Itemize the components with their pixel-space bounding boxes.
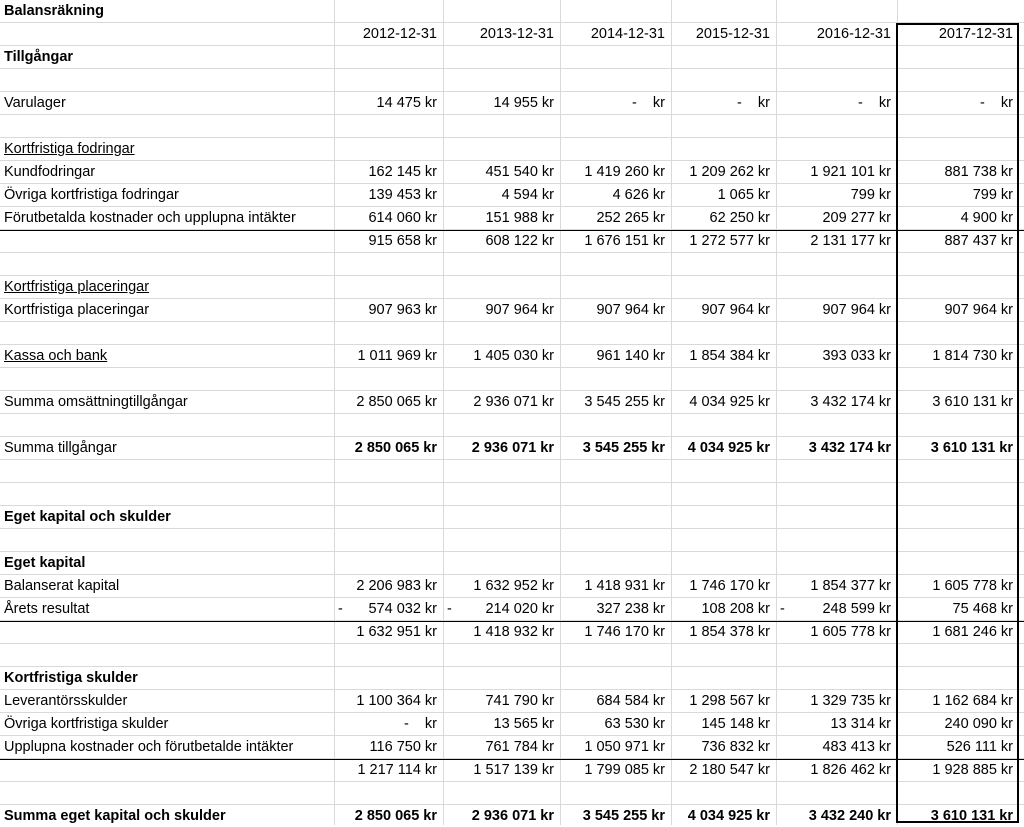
value-cell (443, 575, 560, 597)
value-text: 151 988 kr (485, 210, 554, 226)
value-text: 3 432 174 kr (810, 394, 891, 410)
table-row (0, 368, 1024, 391)
value-cell (334, 299, 443, 321)
table-row (0, 598, 1024, 621)
row-label: Balanserat kapital (4, 578, 120, 594)
row-label: Balansräkning (4, 3, 104, 19)
year-header (443, 23, 560, 45)
table-row (0, 69, 1024, 92)
row-label (4, 253, 330, 275)
row-label: Kassa och bank (4, 348, 108, 364)
table-row (0, 138, 1024, 161)
value-cell (671, 345, 776, 367)
table-row (0, 23, 1024, 46)
value-cell (334, 391, 443, 413)
value-text: 4 626 kr (612, 187, 665, 203)
value-text: 1 405 030 kr (473, 348, 554, 364)
value-cell (334, 736, 443, 758)
sum-line (0, 230, 1024, 231)
value-cell (334, 575, 443, 597)
value-cell (897, 437, 1019, 459)
table-row (0, 276, 1024, 299)
value-text: 2 850 065 kr (354, 440, 437, 456)
value-text: 2014-12-31 (590, 26, 665, 42)
value-text: 1 050 971 kr (584, 739, 665, 755)
value-cell (776, 575, 897, 597)
value-text: 1 329 735 kr (810, 693, 891, 709)
value-text: 907 964 kr (701, 302, 770, 318)
value-text: 3 432 240 kr (808, 808, 891, 824)
value-text: 1 272 577 kr (689, 233, 770, 249)
row-label: Förutbetalda kostnader och upplupna intäkter (4, 210, 296, 226)
value-text: 116 750 kr (369, 739, 437, 755)
row-label (4, 782, 330, 804)
value-text: 574 032 kr (368, 601, 437, 617)
value-cell (897, 345, 1019, 367)
table-row (0, 759, 1024, 782)
value-cell (671, 621, 776, 643)
value-text: 3 545 255 kr (584, 394, 665, 410)
row-label: Summa omsättningtillgångar (4, 394, 188, 410)
value-text: 108 208 kr (701, 601, 770, 617)
row-label (4, 69, 330, 91)
value-text: 62 250 kr (709, 210, 770, 226)
value-cell (776, 598, 897, 620)
value-text: 1 418 931 kr (584, 578, 665, 594)
value-cell (334, 437, 443, 459)
value-text: 3 545 255 kr (582, 808, 665, 824)
value-cell (897, 391, 1019, 413)
table-row (0, 207, 1024, 230)
value-cell (897, 207, 1019, 229)
value-text: 248 599 kr (822, 601, 891, 617)
value-cell (671, 391, 776, 413)
value-cell (560, 575, 671, 597)
table-row (0, 483, 1024, 506)
value-cell (776, 621, 897, 643)
value-cell (560, 92, 671, 114)
table-row (0, 690, 1024, 713)
row-label: Summa eget kapital och skulder (4, 808, 226, 824)
value-cell (334, 161, 443, 183)
value-cell (776, 690, 897, 712)
row-label (4, 759, 330, 781)
value-cell (560, 184, 671, 206)
row-label: Övriga kortfristiga skulder (4, 716, 169, 732)
value-text: 2 936 071 kr (473, 394, 554, 410)
value-cell (334, 690, 443, 712)
value-text: 14 955 kr (493, 95, 554, 111)
value-text: 13 565 kr (493, 716, 554, 732)
value-cell (560, 805, 671, 827)
row-label (4, 460, 330, 482)
row-label: Kortfristiga skulder (4, 670, 138, 686)
value-cell (560, 207, 671, 229)
value-text: 1 418 932 kr (473, 624, 554, 640)
value-text: - kr (736, 95, 770, 111)
value-cell (776, 736, 897, 758)
table-row (0, 391, 1024, 414)
value-text: 162 145 kr (368, 164, 437, 180)
row-label: Tillgångar (4, 49, 74, 65)
value-cell (671, 713, 776, 735)
value-text: 483 413 kr (822, 739, 891, 755)
value-text: 139 453 kr (368, 187, 437, 203)
value-cell (443, 92, 560, 114)
table-row (0, 92, 1024, 115)
table-row (0, 552, 1024, 575)
value-text: 1 209 262 kr (689, 164, 770, 180)
table-row (0, 414, 1024, 437)
value-cell (776, 230, 897, 252)
value-cell (443, 230, 560, 252)
value-text: 1 419 260 kr (584, 164, 665, 180)
value-text: 736 832 kr (701, 739, 770, 755)
value-text: 4 034 925 kr (687, 440, 770, 456)
row-label (4, 621, 330, 643)
value-text: 252 265 kr (596, 210, 665, 226)
value-text: 75 468 kr (952, 601, 1013, 617)
sum-line (0, 621, 1024, 622)
value-text: 1 100 364 kr (356, 693, 437, 709)
value-cell (560, 621, 671, 643)
value-text: 1 746 170 kr (689, 578, 770, 594)
value-text: 1 632 952 kr (473, 578, 554, 594)
value-text: 4 034 925 kr (687, 808, 770, 824)
value-cell (776, 299, 897, 321)
value-cell (671, 92, 776, 114)
value-cell (334, 598, 443, 620)
value-cell (334, 230, 443, 252)
value-cell (671, 184, 776, 206)
value-text: 961 140 kr (596, 348, 665, 364)
value-cell (443, 805, 560, 827)
value-cell (443, 621, 560, 643)
value-text: 907 963 kr (368, 302, 437, 318)
value-cell (897, 161, 1019, 183)
value-text: 1 921 101 kr (810, 164, 891, 180)
value-text: 3 610 131 kr (932, 394, 1013, 410)
negative-sign: - (447, 601, 452, 617)
table-row (0, 529, 1024, 552)
value-cell (671, 299, 776, 321)
value-text: 1 854 378 kr (689, 624, 770, 640)
value-cell (560, 690, 671, 712)
table-row (0, 230, 1024, 253)
value-text: 907 964 kr (822, 302, 891, 318)
value-cell (334, 713, 443, 735)
value-text: 63 530 kr (604, 716, 665, 732)
row-label (4, 322, 330, 344)
value-cell (671, 598, 776, 620)
value-text: 1 162 684 kr (932, 693, 1013, 709)
value-text: 2017-12-31 (938, 26, 1013, 42)
value-text: 1 217 114 kr (357, 762, 437, 778)
value-cell (897, 621, 1019, 643)
value-cell (776, 161, 897, 183)
year-header (560, 23, 671, 45)
value-text: 1 605 778 kr (810, 624, 891, 640)
value-cell (671, 207, 776, 229)
value-text: 1 854 377 kr (810, 578, 891, 594)
value-cell (560, 437, 671, 459)
value-cell (560, 736, 671, 758)
table-row (0, 437, 1024, 460)
value-text: 684 584 kr (596, 693, 665, 709)
value-text: 3 610 131 kr (930, 440, 1013, 456)
row-label: Varulager (4, 95, 66, 111)
value-cell (443, 736, 560, 758)
row-label (4, 414, 330, 436)
row-label: Eget kapital (4, 555, 86, 571)
value-text: 881 738 kr (944, 164, 1013, 180)
value-cell (897, 805, 1019, 827)
value-text: 608 122 kr (485, 233, 554, 249)
value-text: 4 594 kr (501, 187, 554, 203)
value-text: 2 936 071 kr (471, 440, 554, 456)
value-text: 2 850 065 kr (356, 394, 437, 410)
value-text: 2 131 177 kr (810, 233, 891, 249)
value-text: 2012-12-31 (362, 26, 437, 42)
value-text: - kr (631, 95, 665, 111)
value-cell (560, 299, 671, 321)
value-text: 1 517 139 kr (473, 762, 554, 778)
value-cell (334, 92, 443, 114)
value-text: 799 kr (972, 187, 1013, 203)
row-label (4, 368, 330, 390)
value-cell (671, 575, 776, 597)
value-text: 240 090 kr (944, 716, 1013, 732)
value-cell (334, 621, 443, 643)
row-label: Upplupna kostnader och förutbetalde intäkter (4, 739, 294, 755)
value-cell (560, 161, 671, 183)
value-cell (443, 598, 560, 620)
value-cell (897, 299, 1019, 321)
value-cell (334, 207, 443, 229)
value-text: 915 658 kr (368, 233, 437, 249)
value-text: - kr (857, 95, 891, 111)
value-cell (776, 805, 897, 827)
value-text: 2015-12-31 (695, 26, 770, 42)
table-row (0, 736, 1024, 759)
row-label: Summa tillgångar (4, 440, 117, 456)
table-row (0, 46, 1024, 69)
value-cell (776, 345, 897, 367)
value-cell (671, 690, 776, 712)
value-cell (776, 437, 897, 459)
value-cell (560, 230, 671, 252)
value-text: 2 850 065 kr (354, 808, 437, 824)
value-cell (897, 713, 1019, 735)
year-header (776, 23, 897, 45)
row-label (4, 23, 330, 45)
year-header (671, 23, 776, 45)
table-row (0, 667, 1024, 690)
value-text: 1 746 170 kr (584, 624, 665, 640)
value-text: 2 206 983 kr (356, 578, 437, 594)
value-cell (671, 437, 776, 459)
value-cell (671, 736, 776, 758)
row-label (4, 483, 330, 505)
value-cell (560, 598, 671, 620)
value-text: 3 610 131 kr (930, 808, 1013, 824)
row-label: Övriga kortfristiga fodringar (4, 187, 179, 203)
value-text: 1 605 778 kr (932, 578, 1013, 594)
value-text: 4 034 925 kr (689, 394, 770, 410)
row-label: Kortfristiga fodringar (4, 141, 135, 157)
value-text: 1 826 462 kr (810, 762, 891, 778)
value-text: 2016-12-31 (816, 26, 891, 42)
value-text: 907 964 kr (485, 302, 554, 318)
value-text: - kr (979, 95, 1013, 111)
table-row (0, 713, 1024, 736)
value-cell (443, 345, 560, 367)
row-label (4, 529, 330, 551)
value-cell (897, 92, 1019, 114)
value-text: 907 964 kr (944, 302, 1013, 318)
value-cell (443, 207, 560, 229)
row-label (4, 115, 330, 137)
value-cell (443, 184, 560, 206)
table-row (0, 322, 1024, 345)
value-cell (776, 92, 897, 114)
value-text: 799 kr (850, 187, 891, 203)
value-cell (443, 437, 560, 459)
value-cell (671, 161, 776, 183)
table-row (0, 506, 1024, 529)
table-row (0, 345, 1024, 368)
value-text: 907 964 kr (596, 302, 665, 318)
table-row (0, 115, 1024, 138)
value-text: 1 065 kr (717, 187, 770, 203)
value-cell (776, 207, 897, 229)
value-cell (671, 230, 776, 252)
value-cell (671, 759, 776, 781)
value-text: 614 060 kr (368, 210, 437, 226)
value-text: 1 298 567 kr (689, 693, 770, 709)
value-cell (443, 713, 560, 735)
value-cell (897, 690, 1019, 712)
value-cell (897, 184, 1019, 206)
value-cell (443, 391, 560, 413)
value-cell (897, 759, 1019, 781)
value-text: 4 900 kr (960, 210, 1013, 226)
table-row (0, 184, 1024, 207)
value-cell (560, 391, 671, 413)
value-text: 1 854 384 kr (689, 348, 770, 364)
value-cell (776, 391, 897, 413)
row-label: Leverantörsskulder (4, 693, 128, 709)
value-text: 214 020 kr (485, 601, 554, 617)
value-cell (776, 713, 897, 735)
table-row (0, 621, 1024, 644)
negative-sign: - (780, 601, 785, 617)
negative-sign: - (338, 601, 343, 617)
value-text: 1 632 951 kr (356, 624, 437, 640)
value-text: 761 784 kr (485, 739, 554, 755)
value-cell (897, 575, 1019, 597)
value-cell (560, 713, 671, 735)
table-row (0, 0, 1024, 23)
value-text: 327 238 kr (596, 601, 665, 617)
value-text: 887 437 kr (944, 233, 1013, 249)
value-text: 1 011 969 kr (357, 348, 437, 364)
year-header (897, 23, 1019, 45)
value-text: 1 928 885 kr (932, 762, 1013, 778)
value-cell (334, 805, 443, 827)
value-cell (560, 345, 671, 367)
value-cell (897, 736, 1019, 758)
value-text: 393 033 kr (822, 348, 891, 364)
value-cell (776, 759, 897, 781)
value-text: 209 277 kr (822, 210, 891, 226)
table-row (0, 299, 1024, 322)
value-cell (776, 184, 897, 206)
value-cell (334, 345, 443, 367)
value-cell (334, 184, 443, 206)
value-text: 1 799 085 kr (584, 762, 665, 778)
value-text: 2013-12-31 (479, 26, 554, 42)
value-cell (560, 759, 671, 781)
row-label: Eget kapital och skulder (4, 509, 171, 525)
value-cell (443, 299, 560, 321)
value-text: 451 540 kr (485, 164, 554, 180)
row-label: Kortfristiga placeringar (4, 302, 150, 318)
sum-line (0, 759, 1024, 760)
value-text: - kr (403, 716, 437, 732)
value-cell (671, 805, 776, 827)
value-cell (897, 598, 1019, 620)
value-text: 1 681 246 kr (932, 624, 1013, 640)
value-cell (897, 230, 1019, 252)
value-text: 1 814 730 kr (932, 348, 1013, 364)
value-cell (334, 759, 443, 781)
row-label: Kundfodringar (4, 164, 96, 180)
row-label: Kortfristiga placeringar (4, 279, 150, 295)
value-text: 14 475 kr (376, 95, 437, 111)
value-text: 2 936 071 kr (471, 808, 554, 824)
value-text: 13 314 kr (830, 716, 891, 732)
value-text: 741 790 kr (485, 693, 554, 709)
value-text: 3 545 255 kr (582, 440, 665, 456)
table-row (0, 644, 1024, 667)
row-label: Årets resultat (4, 601, 90, 617)
table-row (0, 161, 1024, 184)
value-text: 526 111 kr (946, 739, 1013, 755)
value-cell (443, 161, 560, 183)
value-cell (443, 759, 560, 781)
table-row (0, 575, 1024, 598)
table-row (0, 460, 1024, 483)
value-text: 1 676 151 kr (584, 233, 665, 249)
table-row (0, 782, 1024, 805)
table-row (0, 253, 1024, 276)
year-header (334, 23, 443, 45)
value-text: 2 180 547 kr (689, 762, 770, 778)
row-label (4, 230, 330, 252)
row-label (4, 644, 330, 666)
value-text: 145 148 kr (701, 716, 770, 732)
value-text: 3 432 174 kr (808, 440, 891, 456)
value-cell (443, 690, 560, 712)
